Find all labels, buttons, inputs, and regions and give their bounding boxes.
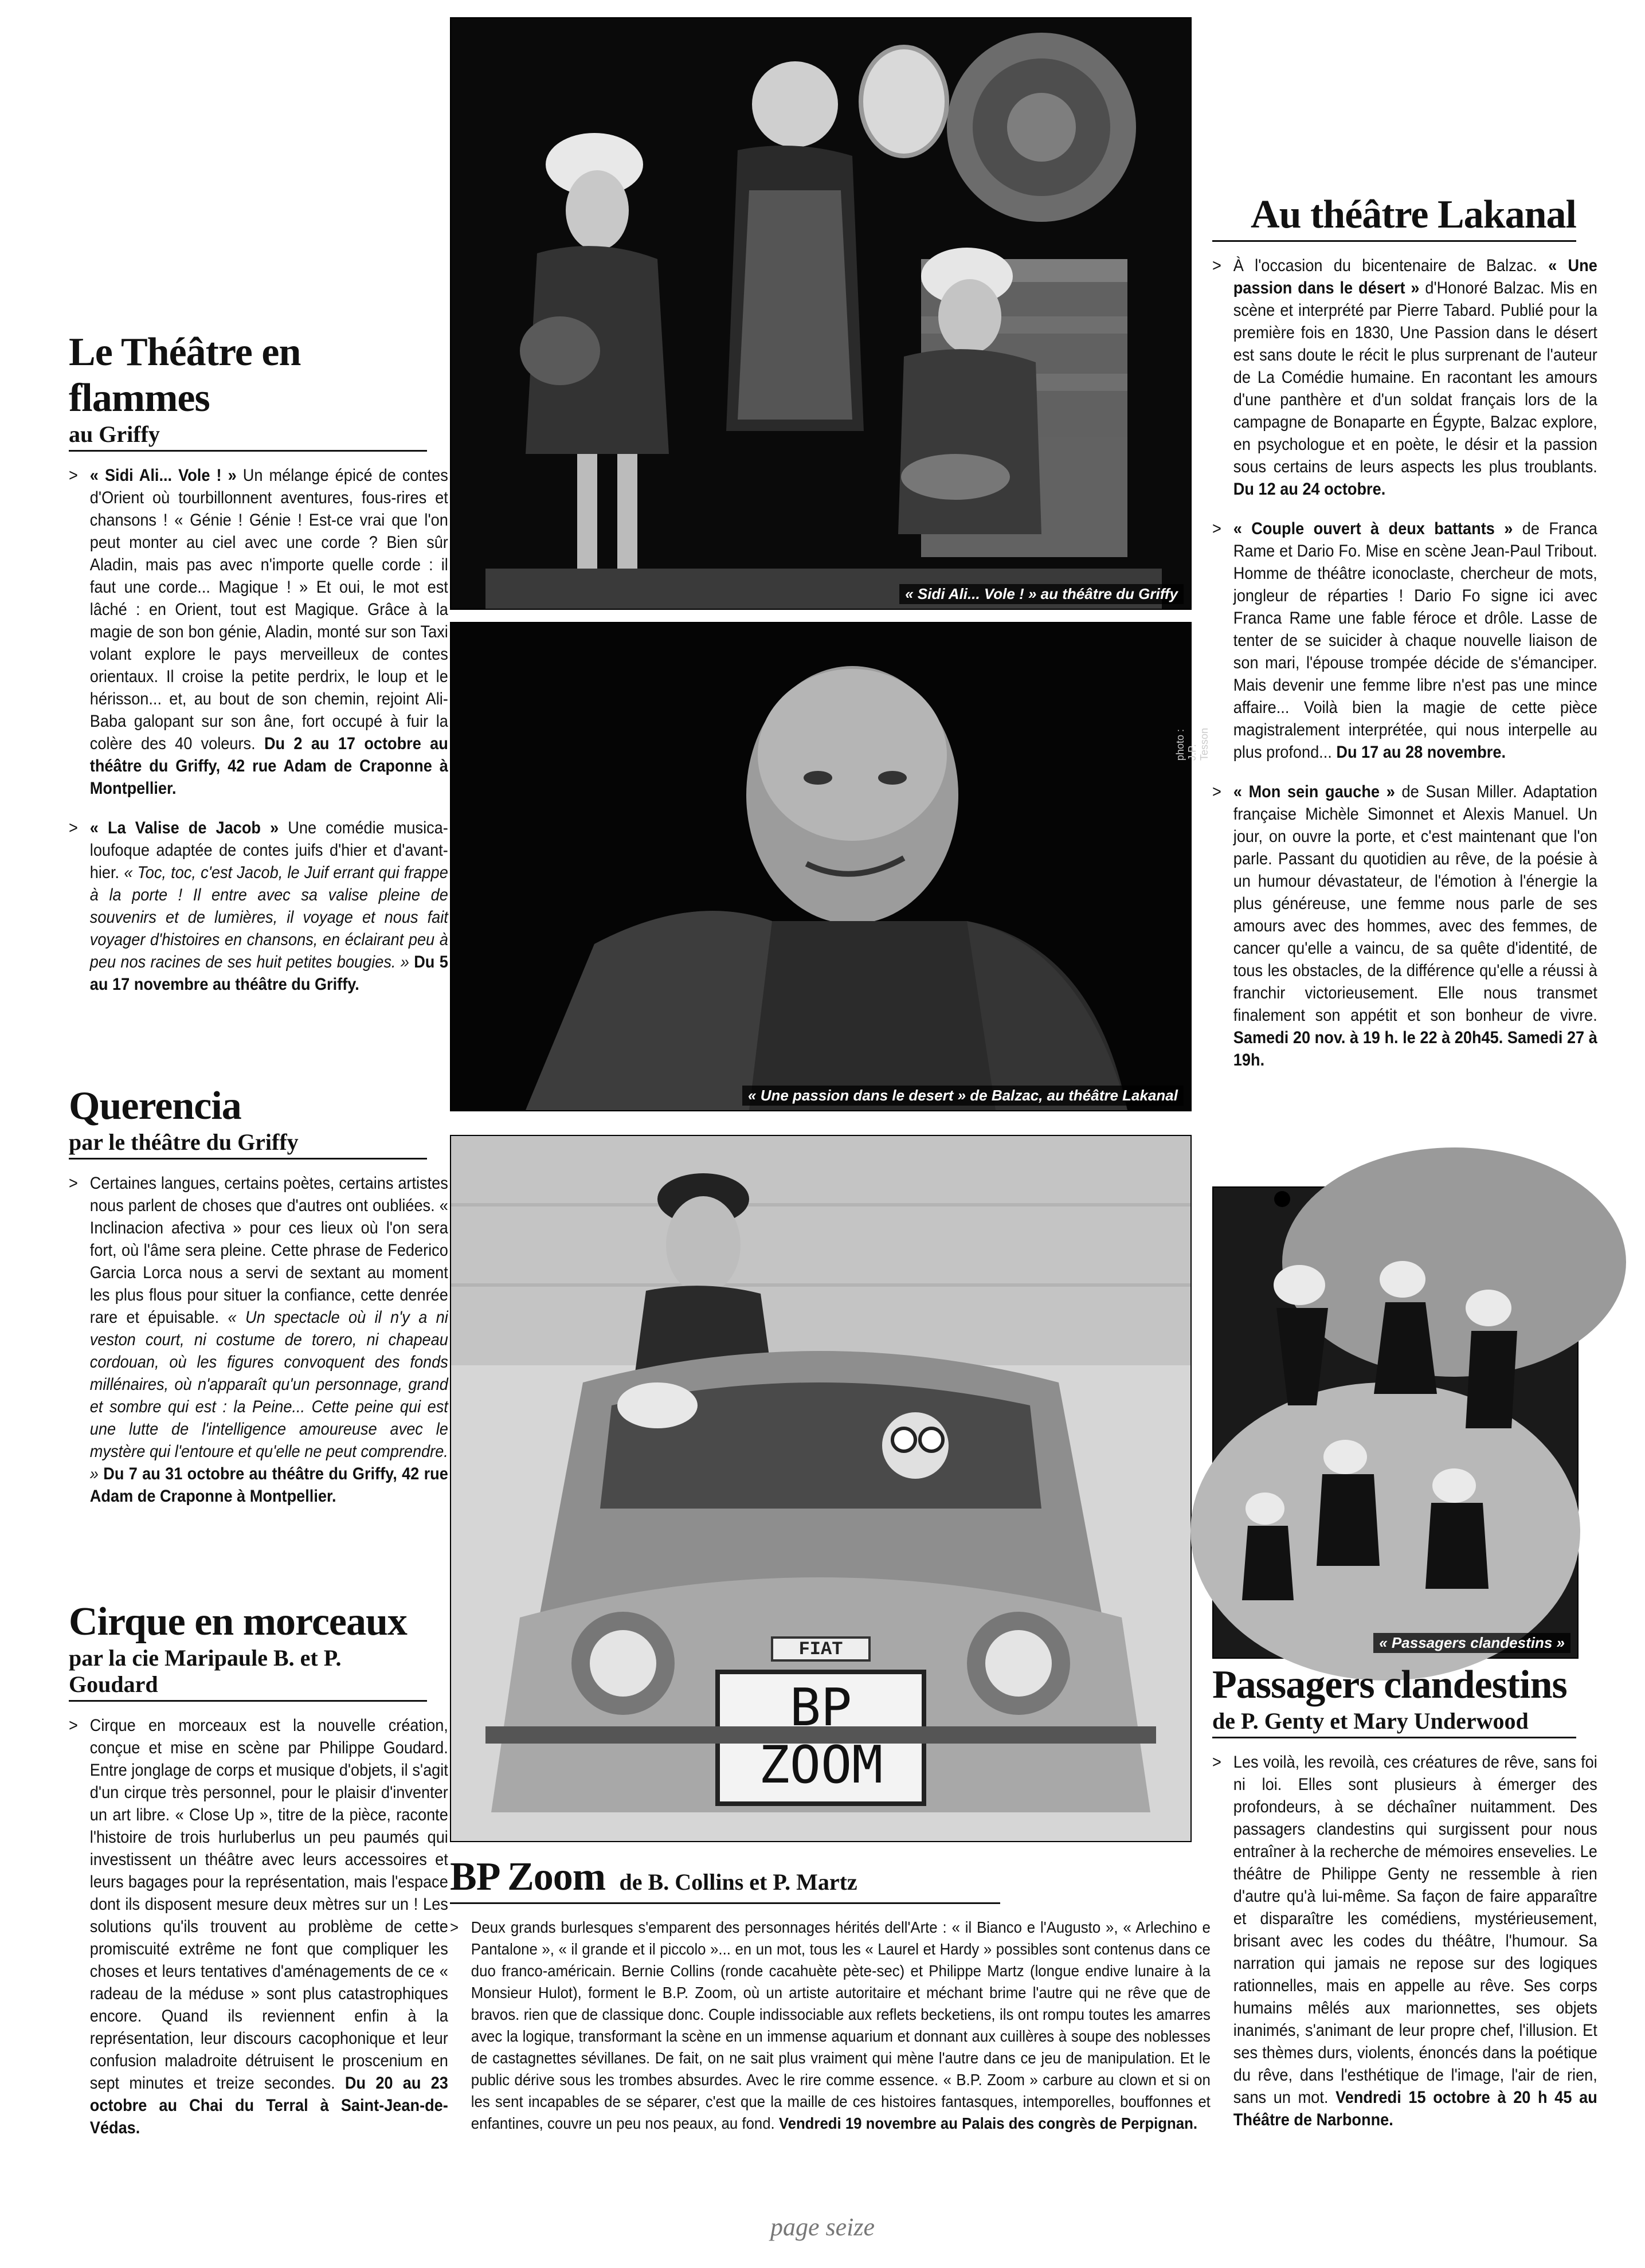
text-run: Un mélange épicé de contes d'Orient où tourbillonnent aventures, fous-rires et chansons ! « Génie ! Génie ! Est-ce vrai que l'on peut monter au ciel avec une corde ? Bien sûr Aladin, mais pas avec n'importe quelle corde : il faut une corde... Magique ! » Et oui, le mot est lâché : en Orient, tout est Magique. Grâce à la magie de son bon génie, Aladin, monté sur son Taxi volant explore le pays merveilleux de contes orientaux. Il croise la petite perdrix, le loup et le hérisson... et, au bout de son chemin, rejoint Ali-Baba galopant sur son âne, fort occupé à fuir la colère des 40 voleurs.: [89, 466, 448, 753]
text-run: « Sidi Ali... Vole ! »: [89, 466, 237, 485]
text-run: d'Honoré Balzac. Mis en scène et interprété par Pierre Tabard. Publié pour la première fois en 1830, Une Passion dans le désert est sans doute le récit le plus surprenant de l'auteur de La Comédie humaine. En racontant les amours d'une panthère et d'un soldat français lors de la campagne de Bonaparte en Égypte, Balzac explore, en psychologue et en poète, le désir et la passion sous certains de leurs aspects les plus troublants.: [1233, 279, 1597, 476]
article-paragraph: [450, 1917, 1211, 2134]
car-brand-badge: FIAT: [798, 1639, 843, 1660]
text-run: Deux grands burlesques s'emparent des personnages hérités dell'Arte : « il Bianco e l'Augusto », « Arlechino e Pantalone », « il grande et il piccolo »... en un mot, tous les « Laurel et Hardy » possibles sont contenus dans ce duo franco-américain. Bernie Collins (ronde cacahuète pète-sec) et Philippe Martz (longue endive lunaire à la Monsieur Hulot), forment le B.P. Zoom, où un artiste autoritaire et méchant brime l'autre qui ne rêve que de bravos. rien que de classique donc. Couple indissociable aux reflets becketiens, ils ont rompu toutes les amarres avec la logique, transformant la scène en un immense aquarium et donnant aux cuillères à soupe des noblesses de castagnettes sévillanes. De fait, on ne sait plus vraiment qui mène l'autre dans ce jeu de manipulation. Et le public dérive sous les trombes absurdes. Avec le rire comme essence. « B.P. Zoom » carbure au clown et si on les sent incapables de se séparer, c'est que la maille de ces histoires fantasques, intemporelles, bouffonnes et enfantines, couvre un peu nos peaux, au fond.: [471, 1918, 1211, 2132]
text-run: Cirque en morceaux est la nouvelle création, conçue et mise en scène par Philippe Goudard. Entre jonglage de corps et musique d'objets, il s'agit d'un cirque très personnel, pour le plaisir d'inventer un art libre. « Close Up », titre de la pièce, raconte l'histoire de trois hurluberlus un peu paumés qui investissent un théâtre avec leurs accessoires et leurs bagages pour la représentation, mais l'espace dont ils disposent mesure deux mètres sur un ! Les solutions qu'ils trouvent au problème de cette promiscuité extrême ne font que compliquer les choses et leurs tentatives d'aménagements de ce « radeau de la méduse » sont plus catastrophiques encore. Quand ils reviennent enfin à la représentation, leur discours cacophonique et leur confusion maladroite détruisent le proscenium en sept minutes et treize secondes.: [89, 1716, 448, 2093]
text-run: Du 5 au 17 novembre au théâtre du Griffy.: [89, 953, 448, 994]
license-plate: [718, 1679, 924, 1794]
heading-cirque-en-morceaux: [69, 1599, 427, 1702]
photo-passion-desert: [450, 622, 1210, 1111]
photo-caption: « Sidi Ali... Vole ! » au théâtre du Griffy: [899, 584, 1184, 604]
text-run: « Un spectacle où il n'y a ni veston court, ni costume de torero, ni chapeau cordouan, où les figures convoquent des fonds millénaires, où n'apparaît qu'un personnage, grand et sombre qui est : la Peine... Cette peine qui est une lutte de l'intelligence amoureuse avec le mystère qui l'entoure et qu'elle ne peut comprendre. »: [89, 1308, 448, 1483]
section-subtitle: de P. Genty et Mary Underwood: [1212, 1708, 1529, 1734]
photo-passion-desert-graphic: [451, 623, 1190, 1110]
section-title: Au théâtre Lakanal: [1251, 193, 1576, 237]
photo-sidi-ali: [450, 17, 1192, 610]
article-paragraph: [1212, 254, 1597, 500]
article-paragraph: [69, 1714, 448, 2139]
heading-theatre-en-flammes: [69, 330, 427, 452]
left-column-querencia: [69, 1083, 448, 1525]
license-plate-line-1: BP: [789, 1678, 852, 1738]
text-run: Du 17 au 28 novembre.: [1336, 743, 1506, 762]
section-title: Le Théâtre en flammes: [69, 330, 301, 420]
right-column-passagers: [1212, 1662, 1597, 2148]
license-plate-line-2: ZOOM: [758, 1735, 883, 1795]
text-run: « La Valise de Jacob »: [89, 818, 279, 837]
photo-bp-zoom: [450, 1135, 1192, 1842]
text-run: Les voilà, les revoilà, ces créatures de rêve, sans foi ni loi. Elles sont plusieurs à émerger des profondeurs, à se déchaîner nuitamment. Des passagers clandestins qui surgissent pour nous entraîner à la recherche de mémoires ensevelies. Le théâtre de Philippe Genty ne ressemble à rien d'autre qu'à lui-même. Sa façon de faire apparaître et disparaître les comédiens, mystérieusement, brisant avec les codes du théâtre, l'humour. Sa narration qui jamais ne repose sur des logiques rationnelles, mais en appelle au rêve. Ses corps humains mêlés aux marionnettes, ses objets inanimés, s'animant de leur propre chef, l'illusion. Et ses thèmes durs, violents, énoncés dans la poétique du rêve, dans l'esthétique de l'image, l'air de rien, sans un mot.: [1233, 1753, 1597, 2107]
left-column: [69, 330, 448, 1013]
photo-passagers-clandestins: [1212, 1186, 1579, 1659]
heading-querencia: [69, 1083, 427, 1160]
text-run: Du 2 au 17 octobre au théâtre du Griffy, 42 rue Adam de Craponne à Montpellier.: [89, 734, 448, 798]
section-title: Querencia: [69, 1084, 241, 1128]
photo-passagers-graphic: [1213, 1188, 1577, 1658]
bpzoom-article: [450, 1854, 1211, 2152]
text-run: Du 7 au 31 octobre au théâtre du Griffy, 42 rue Adam de Craponne à Montpellier.: [89, 1464, 448, 1506]
photo-caption: « Une passion dans le desert » de Balzac, au théâtre Lakanal: [742, 1086, 1184, 1106]
section-subtitle: de B. Collins et P. Martz: [619, 1869, 857, 1895]
section-subtitle: par le théâtre du Griffy: [69, 1129, 299, 1155]
text-run: « Couple ouvert à deux battants »: [1233, 519, 1513, 538]
text-run: À l'occasion du bicentenaire de Balzac.: [1233, 256, 1549, 275]
text-run: Vendredi 19 novembre au Palais des congrès de Perpignan.: [778, 2114, 1197, 2132]
text-run: « Toc, toc, c'est Jacob, le Juif errant qui frappe à la porte ! Il entre avec sa valise pleine de souvenirs et de lumières, il voyage et nous fait voyager d'histoires en chansons, en éclairant peu à peu nos racines de ses huit petites bougies. »: [89, 863, 448, 972]
right-column: [1212, 192, 1597, 1088]
heading-passagers-clandestins: [1212, 1662, 1576, 1738]
text-run: Vendredi 15 octobre à 20 h 45 au Théâtre de Narbonne.: [1233, 2088, 1597, 2129]
text-run: « Une passion dans le désert »: [1233, 256, 1597, 297]
text-run: de Franca Rame et Dario Fo. Mise en scène Jean-Paul Tribout. Homme de théâtre iconoclaste, chercheur de mots, jongleur de réparties ! Dario Fo signe ici avec Franca Rame une fable féroce et drôle. Lasse de tenter de se suicider à chaque nouvelle liaison de son mari, l'épouse trompée décide de s'émanciper. Mais devenir une femme libre n'est pas une mince affaire... Voilà bien la magie de cette pièce magistralement interprétée, qui nous interpelle au plus profond...: [1233, 519, 1597, 762]
text-run: Une comédie musica-loufoque adaptée de contes juifs d'hier et d'avant-hier.: [89, 818, 448, 882]
left-column-cirque: [69, 1599, 448, 2156]
heading-bp-zoom: [450, 1854, 1000, 1904]
article-paragraph: [1212, 1751, 1597, 2131]
section-subtitle: au Griffy: [69, 421, 160, 447]
article-paragraph: [1212, 781, 1597, 1071]
photo-sidi-ali-graphic: [451, 18, 1190, 609]
text-run: de Susan Miller. Adaptation française Michèle Simonnet et Alexis Manuel. Un jour, on ouvre la porte, et c'est maintenant que l'on parle. Passant du quotidien au rêve, de la poésie à un humour dévastateur, de l'émotion à l'énergie la plus généreuse, une femme nous parle de ses amours avec des hommes, avec des femmes, de cancer qu'elle a vaincu, de sa quête d'identité, de tous les obstacles, de la différence qu'elle a réussi à franchir victorieusement. Elle nous transmet finalement son appétit et son bonheur de vivre.: [1233, 782, 1597, 1025]
photo-caption: « Passagers clandestins »: [1373, 1633, 1570, 1653]
page-footer: page seize: [770, 2213, 875, 2241]
text-run: Du 12 au 24 octobre.: [1233, 480, 1386, 499]
section-subtitle: par la cie Maripaule B. et P. Goudard: [69, 1645, 342, 1697]
article-paragraph: [69, 464, 448, 800]
section-title: BP Zoom: [450, 1855, 606, 1899]
text-run: Samedi 20 nov. à 19 h. le 22 à 20h45. Samedi 27 à 19h.: [1233, 1028, 1597, 1070]
section-title: Cirque en morceaux: [69, 1600, 407, 1644]
text-run: Du 20 au 23 octobre au Chai du Terral à Saint-Jean-de-Védas.: [89, 2074, 448, 2137]
section-title: Passagers clandestins: [1212, 1663, 1567, 1707]
article-paragraph: [69, 817, 448, 996]
article-paragraph: [1212, 518, 1597, 763]
text-run: Certaines langues, certains poètes, certains artistes nous parlent de choses que d'autres ont oubliées. « Inclinacion afectiva » pour ces lieux où l'on sera fort, où l'âme sera pleine. Cette phrase de Federico Garcia Lorca nous a servi de sextant au moment les plus flous pour situer la confiance, cette denrée rare et épuisable.: [89, 1174, 448, 1327]
heading-au-theatre-lakanal: [1212, 192, 1576, 242]
photo-credit: photo : J.P. Tesson: [1174, 727, 1210, 761]
text-run: « Mon sein gauche »: [1233, 782, 1395, 801]
article-paragraph: [69, 1172, 448, 1507]
